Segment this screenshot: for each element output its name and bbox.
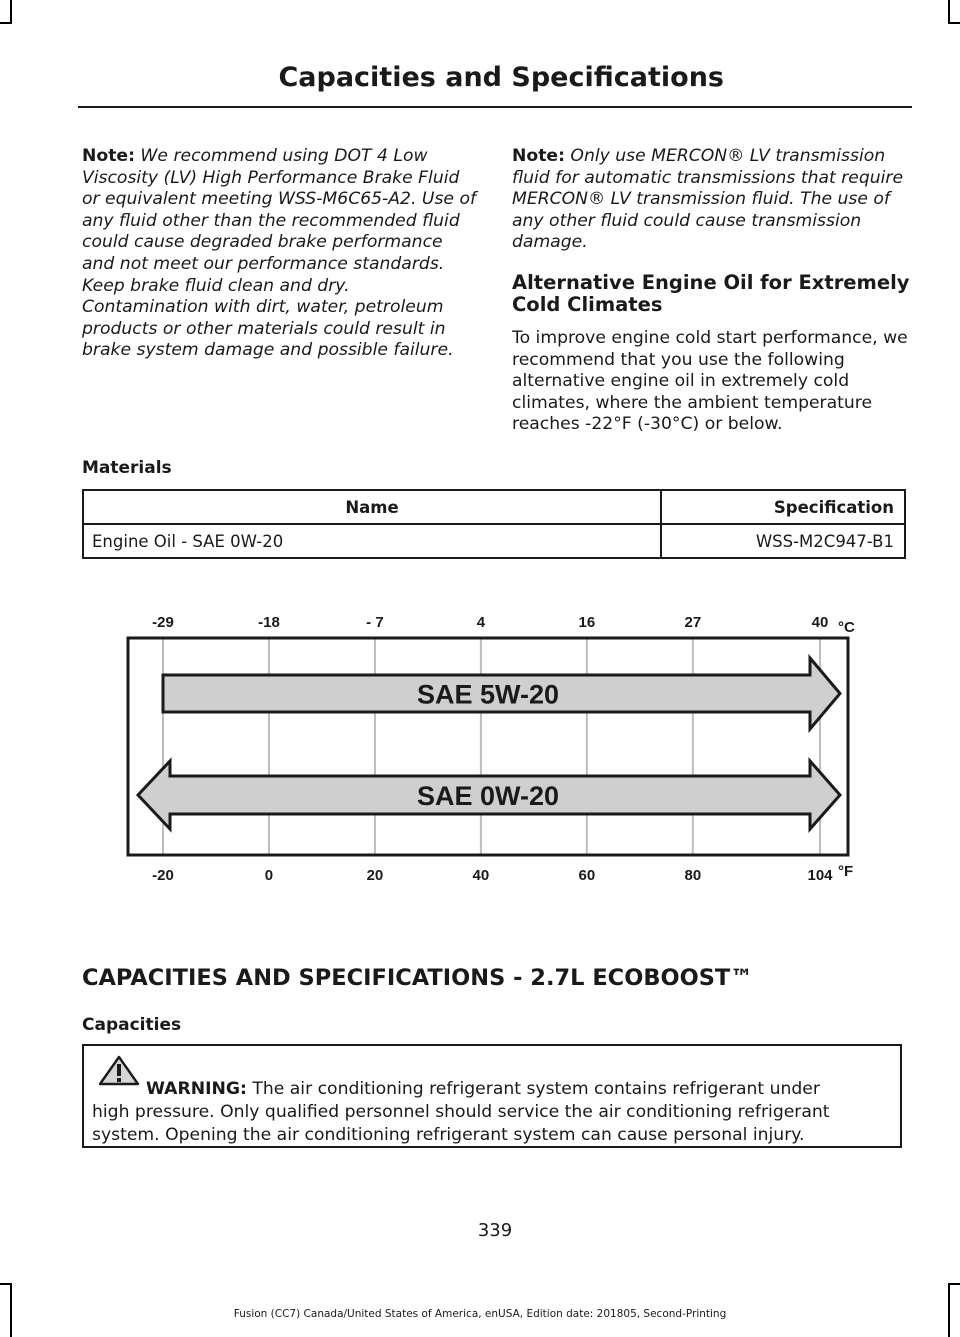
note-label: Note: (82, 146, 135, 166)
section-title: CAPACITIES AND SPECIFICATIONS - 2.7L ECOBOOST™ (82, 965, 753, 991)
fahrenheit-tick-label: 80 (684, 867, 702, 884)
oil-temperature-chart (110, 600, 870, 900)
transmission-fluid-note (512, 146, 910, 254)
name-column-header: Name (83, 490, 661, 524)
crop-mark (948, 0, 950, 22)
right-column (512, 146, 910, 436)
celsius-tick-label: 27 (684, 614, 702, 631)
celsius-tick-label: 40 (811, 614, 829, 631)
celsius-tick-label: -18 (258, 614, 280, 631)
materials-table (82, 489, 906, 559)
fahrenheit-tick-label: 40 (472, 867, 490, 884)
celsius-tick-label: - 7 (366, 614, 384, 631)
warning-text (92, 1078, 892, 1147)
cold-climate-heading: Alternative Engine Oil for Extremely Cold Climates (512, 270, 910, 316)
page-header-title: Capacities and Specifications (278, 62, 724, 93)
warning-rest: high pressure. Only qualified personnel should service the air conditioning refrigerant system. Opening the air conditioning refrigerant system can cause personal injury. (92, 1102, 830, 1145)
page-number: 339 (477, 1220, 513, 1241)
warning-label: WARNING: (146, 1079, 247, 1099)
fahrenheit-tick-label: 0 (264, 867, 274, 884)
warning-line1: The air conditioning refrigerant system contains refrigerant under (252, 1079, 820, 1099)
crop-mark (0, 22, 12, 24)
fahrenheit-tick-label: 104 (807, 867, 833, 884)
cold-climate-text: To improve engine cold start performance, we recommend that you use the following alternative engine oil in extremely cold climates, where the ambient temperature reaches -22°F (-30°C) or below. (512, 327, 908, 435)
celsius-tick-label: 4 (476, 614, 486, 631)
note-text: Only use MERCON® LV transmission fluid for automatic transmissions that require MERCON® LV transmission fluid. The use of any other fluid could cause transmission damage. (512, 146, 904, 253)
specification-column-header: Specification (661, 490, 905, 524)
fahrenheit-tick-label: 60 (578, 867, 596, 884)
oil-grade-label: SAE 0W-20 (416, 781, 560, 811)
table-header-row (83, 490, 905, 524)
materials-heading: Materials (82, 458, 172, 478)
crop-mark (948, 22, 960, 24)
celsius-tick-label: -29 (152, 614, 174, 631)
crop-mark (948, 1283, 960, 1285)
capacities-heading: Capacities (82, 1015, 182, 1035)
fahrenheit-unit-label: °F (838, 863, 854, 880)
table-row (83, 524, 905, 558)
celsius-tick-label: 16 (578, 614, 596, 631)
warning-box (82, 1044, 902, 1148)
warning-first-line (92, 1078, 892, 1101)
oil-grade-label: SAE 5W-20 (416, 679, 560, 710)
brake-fluid-note (82, 146, 477, 362)
footer-text: Fusion (CC7) Canada/United States of America, enUSA, Edition date: 201805, Second-Printing (233, 1308, 727, 1320)
header-rule (78, 106, 912, 108)
chart-frame (128, 638, 848, 855)
fahrenheit-tick-label: -20 (152, 867, 174, 884)
material-spec-cell: WSS-M2C947-B1 (661, 524, 905, 558)
note-text: We recommend using DOT 4 Low Viscosity (LV) High Performance Brake Fluid or equivalent meeting WSS-M6C65-A2. Use of any fluid other than the recommended fluid could cause degraded brake performance and not meet our performance standards. Keep brake fluid clean and dry. Contamination with dirt, water, petroleum products or other materials could result in brake system damage and possible failure. (82, 146, 477, 361)
fahrenheit-tick-label: 20 (366, 867, 384, 884)
note-label: Note: (512, 146, 565, 166)
celsius-unit-label: °C (838, 619, 855, 636)
material-name-cell: Engine Oil - SAE 0W-20 (83, 524, 661, 558)
left-column (82, 146, 477, 362)
crop-mark (0, 1283, 12, 1285)
crop-mark (10, 0, 12, 22)
